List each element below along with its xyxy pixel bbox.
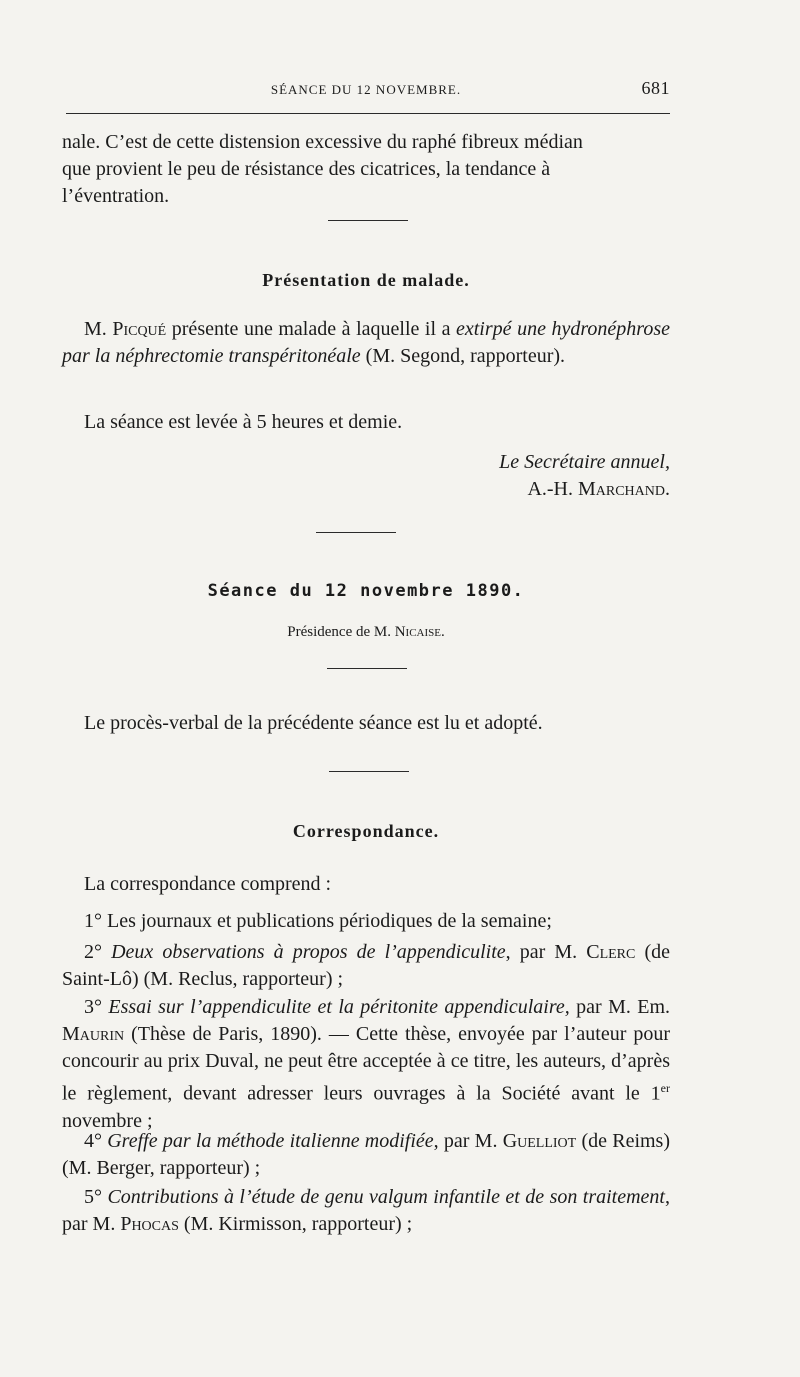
opening-line-2: que provient le peu de résistance des cicatrices, la tendance à	[62, 158, 551, 180]
correspondance-intro: La correspondance comprend :	[84, 873, 332, 895]
correspondance-item-3: 3° Essai sur l’appendiculite et la péritonite appendiculaire, par M. Em. Maurin (Thèse de Paris, 1890). — Cette thèse, envoyée par l’auteur pour concourir au prix Duval, ne peut être acceptée à ce titre, les auteurs, d’après le règlement, devant adresser leurs ouvrages à la Société avant le 1er novembre ;	[62, 996, 671, 1132]
running-head-title: SÉANCE DU 12 NOVEMBRE.	[270, 82, 462, 97]
signature-role: Le Secrétaire annuel,	[499, 451, 670, 473]
section-divider	[327, 668, 407, 669]
section-heading-correspondance: Correspondance.	[292, 821, 440, 841]
author-name: Clerc	[586, 941, 636, 963]
president-name: Nicaise.	[394, 624, 445, 640]
opening-line-1: nale. C’est de cette distension excessive du raphé fibreux médian	[62, 131, 583, 153]
header-rule	[66, 113, 670, 114]
correspondance-item-5: 5° Contributions à l’étude de genu valgum infantile et de son traitement, par M. Phocas (M. Kirmisson, rapporteur) ;	[62, 1186, 670, 1235]
presentation-title: extirpé une hydronéphrose par la néphrectomie transpéritonéale	[62, 318, 670, 367]
section-divider	[316, 532, 396, 533]
session-title: Séance du 12 novembre 1890.	[207, 581, 525, 601]
presentation-paragraph: M. Picqué présente une malade à laquelle il a extirpé une hydronéphrose par la néphrectomie transpéritonéale (M. Segond, rapporteur).	[62, 318, 670, 367]
section-heading-presentation: Présentation de malade.	[262, 270, 470, 290]
author-name: Guelliot	[502, 1130, 577, 1152]
correspondance-item-2: 2° Deux observations à propos de l’appendiculite, par M. Clerc (de Saint-Lô) (M. Reclus, rapporteur) ;	[62, 941, 670, 990]
signature: Le Secrétaire annuel, A.-H. Marchand.	[499, 451, 670, 500]
proces-verbal-paragraph: Le procès-verbal de la précédente séance est lu et adopté.	[84, 712, 543, 734]
correspondance-item-1: 1° Les journaux et publications périodiques de la semaine;	[84, 910, 552, 932]
author-name: Picqué	[112, 318, 167, 340]
signature-name: Marchand.	[577, 478, 670, 500]
section-divider	[329, 771, 409, 772]
presidence-line: Présidence de M. Nicaise.	[287, 624, 445, 640]
opening-paragraph	[62, 129, 670, 210]
author-name: Phocas	[120, 1213, 179, 1235]
section-divider	[328, 220, 408, 221]
author-name: Maurin	[62, 1023, 125, 1045]
correspondance-item-4: 4° Greffe par la méthode italienne modifiée, par M. Guelliot (de Reims) (M. Berger, rapporteur) ;	[62, 1130, 671, 1179]
closing-paragraph: La séance est levée à 5 heures et demie.	[84, 411, 403, 433]
running-head	[62, 78, 670, 102]
opening-line-3: l’éventration.	[62, 185, 170, 207]
page-number: 681	[641, 78, 670, 98]
